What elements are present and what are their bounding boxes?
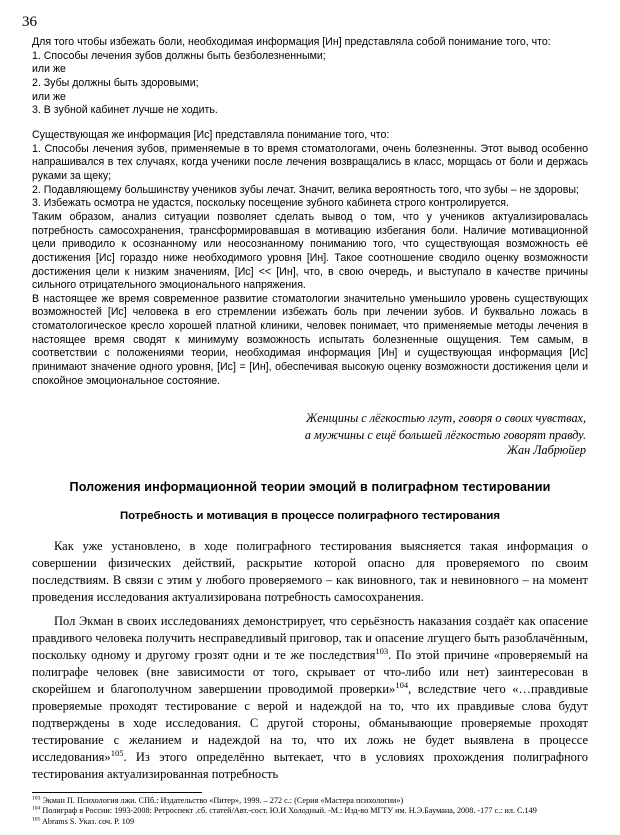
footnote-104: $^{104}$ Полиграф в России: 1993-2008: Ретроспект .сб. статей/Авт.-сост. Ю.И Холодный. -М.: Изд-во МГТУ им. Н.Э.Баумана, 2008. -177 с.: ил. С.149 [32,805,537,815]
page-number: 36 [22,14,37,30]
section-title: Положения информационной теории эмоций в полиграфном тестировании [69,480,551,495]
page-content [32,36,588,783]
intro-list-item-2: или же [32,63,66,76]
intro-lead: Для того чтобы избежать боли, необходимая информация [Ин] представляла собой понимание того, что: [32,36,551,48]
body-paragraph-2: Пол Экман в своих исследованиях демонстрирует, что серьёзность наказания создаёт как опасение правдивого человека получить несправедливый приговор, так и опасение лгущего быть разоблачённым, поскольку одному и другому грозят одни и те же последствия$^{103}$. По этой причине «проверяемый на полиграфе человек (вне зависимости от того, скрывает от что-либо или нет) заинтересован в скорейшем и благополучном завершении проводимой проверки»$^{104}$, вследствие чего «…правдивые проверяемые проходят тестирование с верой и надеждой на то, что их правдивые слова будут подтверждены в ходе исследования. С другой стороны, обманывающие проверяемые проходят тестирование с желанием и надеждой на то, что их ложь не будет выявлена в процессе исследования»$^{105}$. Из этого определённо вытекает, что в условиях прохождения полиграфного тестирования актуализированная потребность [32,614,588,782]
existing-list-item-3: 3. Избежать осмотра не удастся, поскольку посещение зубного кабинета строго контролируется. [32,197,509,210]
intro-list-item-1: 1. Способы лечения зубов должны быть безболезненными; [32,49,326,62]
footnote-105: $^{105}$ Abrams S. Указ. соч. Р. 109 [32,815,135,826]
footnotes-area [32,792,588,828]
analysis-paragraph-2: В настоящее же время современное развитие стоматологии значительно уменьшило уровень существующих возможностей [Ис] человека в его стремлении избежать боль при лечении зубов. И буквально ложась в стоматологическое кресло хорошей платной клиники, человек понимает, что применяемые методы лечения в настоящее время сводят к минимуму возможность испытать болезненные ощущения. Тем самым, в соответствии с положениями теории, необходимая информация [Ин] и существующая информация [Ис] принимают значение одного уровня, [Ис] = [Ин], обеспечивая высокую оценку возможности достижения цели и спокойное эмоциональное состояние. [32,292,588,387]
subsection-title: Потребность и мотивация в процессе полиграфного тестирования [119,510,501,523]
epigraph-line-1: Женщины с лёгкостью лгут, говоря о своих чувствах, [306,411,586,426]
epigraph-author: Жан Лабрюйер [506,442,586,457]
footnote-103: $^{103}$ Экман П. Психология лжи. СПб.: Издательство «Питер», 1999. – 272 с.: (Серия «Мастера психологии») [32,794,404,805]
footnote-divider [32,792,202,793]
existing-list-item-1: 1. Способы лечения зубов, применяемые в то время стоматологами, очень болезненны. Этот вывод особенно напрашивался в тех случаях, когда ученики после лечения возвращались в класс, морщась от боли и держась руками за щеку; [32,142,588,182]
intro-list-item-5: 3. В зубной кабинет лучше не ходить. [32,104,218,117]
existing-list-item-2: 2. Подавляющему большинству учеников зубы лечат. Значит, велика вероятность того, что зубы – не здоровы; [32,183,579,196]
body-paragraph-1: Как уже установлено, в ходе полиграфного тестирования выясняется такая информация о совершении физических действий, раскрытие которой опасно для проверяемого по своим последствиям. В связи с этим у любого проверяемого – как виновного, так и невиновного – на момент проведения исследования актуализирована потребность самосохранения. [32,539,588,605]
analysis-paragraph-1: Таким образом, анализ ситуации позволяет сделать вывод о том, что у учеников актуализировалась потребность самосохранения, трансформировавшая в мотивацию избегания боли. Наличие мотивационной цели приводило к осознанному или неосознанному пониманию того, что существующая возможность её достижения [Ис] гораздо ниже необходимого уровня [Ин]. Такое соотношение сводило оценку возможности достижения цели к низким значениям, [Ис] << [Ин], что, в свою очередь, и выступало в качестве причины сильного отрицательного эмоционального напряжения. [32,210,588,292]
existing-lead: Существующая же информация [Ис] представляла понимание того, что: [32,128,390,141]
epigraph-line-2: а мужчины с ещё большей лёгкостью говорят правду. [304,427,586,442]
intro-list-item-4: или же [32,90,66,103]
intro-list-item-3: 2. Зубы должны быть здоровыми; [32,76,199,89]
